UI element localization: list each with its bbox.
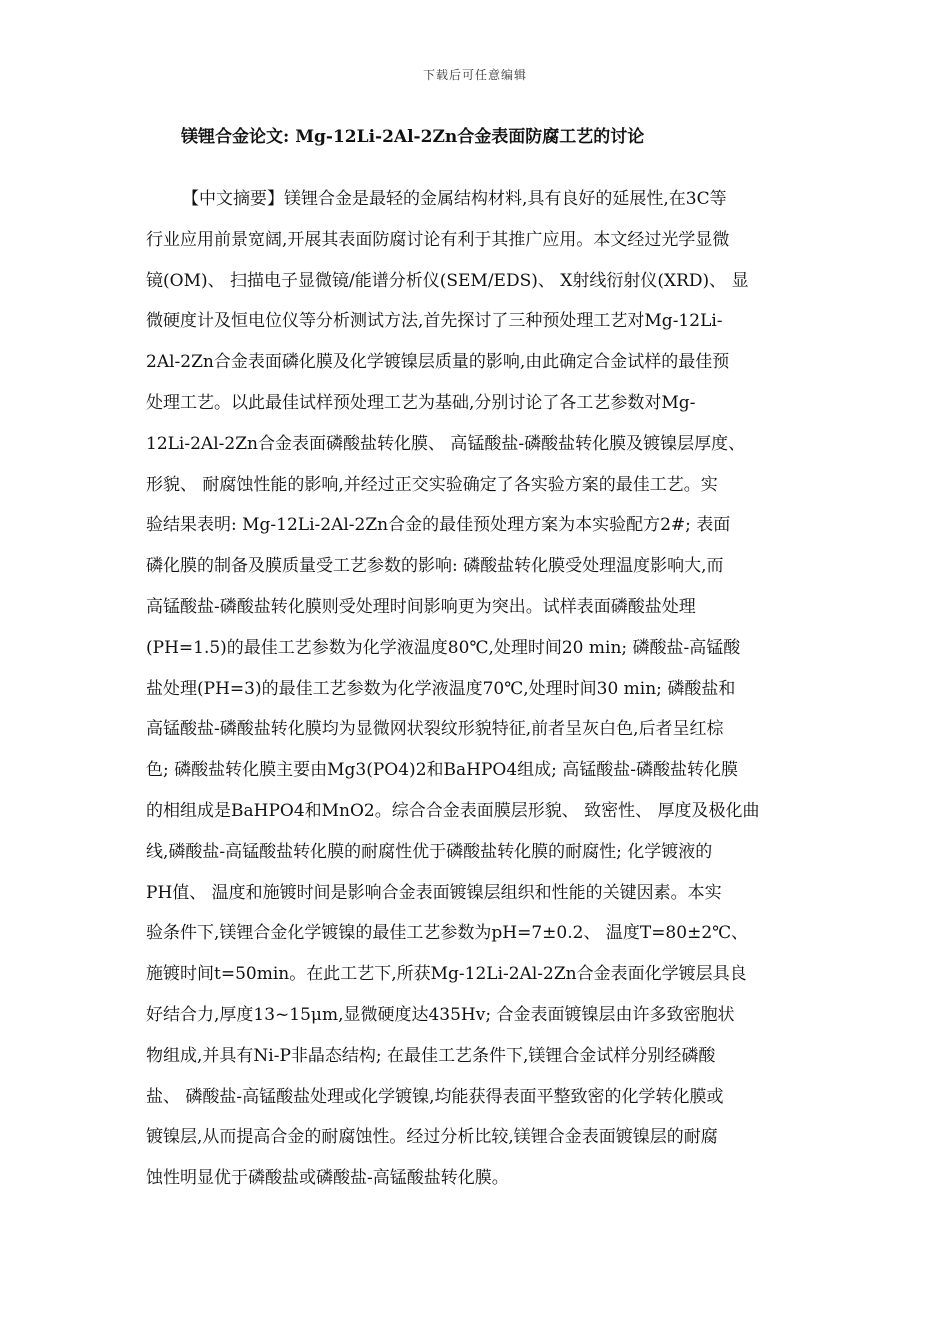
abstract-line: 的相组成是BaHPO4和MnO2。综合合金表面膜层形貌、 致密性、 厚度及极化曲 <box>146 800 760 821</box>
abstract-line: 验结果表明: Mg-12Li-2Al-2Zn合金的最佳预处理方案为本实验配方2#; 表面 <box>146 515 731 536</box>
abstract-line: 12Li-2Al-2Zn合金表面磷酸盐转化膜、 高锰酸盐-磷酸盐转化膜及镀镍层厚度、 <box>146 433 746 454</box>
abstract-line: 盐、 磷酸盐-高锰酸盐处理或化学镀镍,均能获得表面平整致密的化学转化膜或 <box>146 1086 724 1107</box>
abstract-line: 物组成,并具有Ni-P非晶态结构; 在最佳工艺条件下,镁锂合金试样分别经磷酸 <box>146 1045 716 1066</box>
abstract-line: 镀镍层,从而提高合金的耐腐蚀性。经过分析比较,镁锂合金表面镀镍层的耐腐 <box>146 1127 718 1148</box>
abstract-line: 蚀性明显优于磷酸盐或磷酸盐-高锰酸盐转化膜。 <box>146 1168 509 1189</box>
abstract-line: 色; 磷酸盐转化膜主要由Mg3(PO4)2和BaHPO4组成; 高锰酸盐-磷酸盐转化膜 <box>146 760 739 781</box>
abstract-line: 高锰酸盐-磷酸盐转化膜则受处理时间影响更为突出。试样表面磷酸盐处理 <box>146 596 696 617</box>
document-title: 镁锂合金论文: Mg-12Li-2Al-2Zn合金表面防腐工艺的讨论 <box>181 127 645 147</box>
abstract-line: 【中文摘要】镁锂合金是最轻的金属结构材料,具有良好的延展性,在3C等 <box>182 189 727 209</box>
abstract-line: 镜(OM)、 扫描电子显微镜/能谱分析仪(SEM/EDS)、 X射线衍射仪(XRD)、 显 <box>146 270 749 291</box>
abstract-line: 处理工艺。以此最佳试样预处理工艺为基础,分别讨论了各工艺参数对Mg- <box>146 392 696 413</box>
abstract-line: 行业应用前景宽阔,开展其表面防腐讨论有利于其推广应用。本文经过光学显微 <box>146 229 730 250</box>
page-header-note: 下载后可任意编辑 <box>422 68 527 82</box>
abstract-line: 形貌、 耐腐蚀性能的影响,并经过正交实验确定了各实验方案的最佳工艺。实 <box>146 474 718 495</box>
abstract-line: 好结合力,厚度13~15μm,显微硬度达435Hv; 合金表面镀镍层由许多致密胞状 <box>146 1004 735 1025</box>
abstract-line: 验条件下,镁锂合金化学镀镍的最佳工艺参数为pH=7±0.2、 温度T=80±2℃、 <box>146 923 749 944</box>
abstract-line: 盐处理(PH=3)的最佳工艺参数为化学液温度70℃,处理时间30 min; 磷酸盐和 <box>146 678 736 699</box>
abstract-line: 磷化膜的制备及膜质量受工艺参数的影响: 磷酸盐转化膜受处理温度影响大,而 <box>146 556 724 577</box>
abstract-line: PH值、 温度和施镀时间是影响合金表面镀镍层组织和性能的关键因素。本实 <box>146 882 722 903</box>
abstract-line: 线,磷酸盐-高锰酸盐转化膜的耐腐性优于磷酸盐转化膜的耐腐性; 化学镀液的 <box>146 841 713 862</box>
abstract-body <box>146 184 816 1204</box>
abstract-line: 2Al-2Zn合金表面磷化膜及化学镀镍层质量的影响,由此确定合金试样的最佳预 <box>146 352 730 373</box>
abstract-line: (PH=1.5)的最佳工艺参数为化学液温度80℃,处理时间20 min; 磷酸盐-高锰酸 <box>146 637 741 658</box>
abstract-line: 微硬度计及恒电位仪等分析测试方法,首先探讨了三种预处理工艺对Mg-12Li- <box>146 311 723 332</box>
abstract-line: 高锰酸盐-磷酸盐转化膜均为显微网状裂纹形貌特征,前者呈灰白色,后者呈红棕 <box>146 719 724 740</box>
abstract-line: 施镀时间t=50min。在此工艺下,所获Mg-12Li-2Al-2Zn合金表面化学镀层具良 <box>146 964 747 985</box>
